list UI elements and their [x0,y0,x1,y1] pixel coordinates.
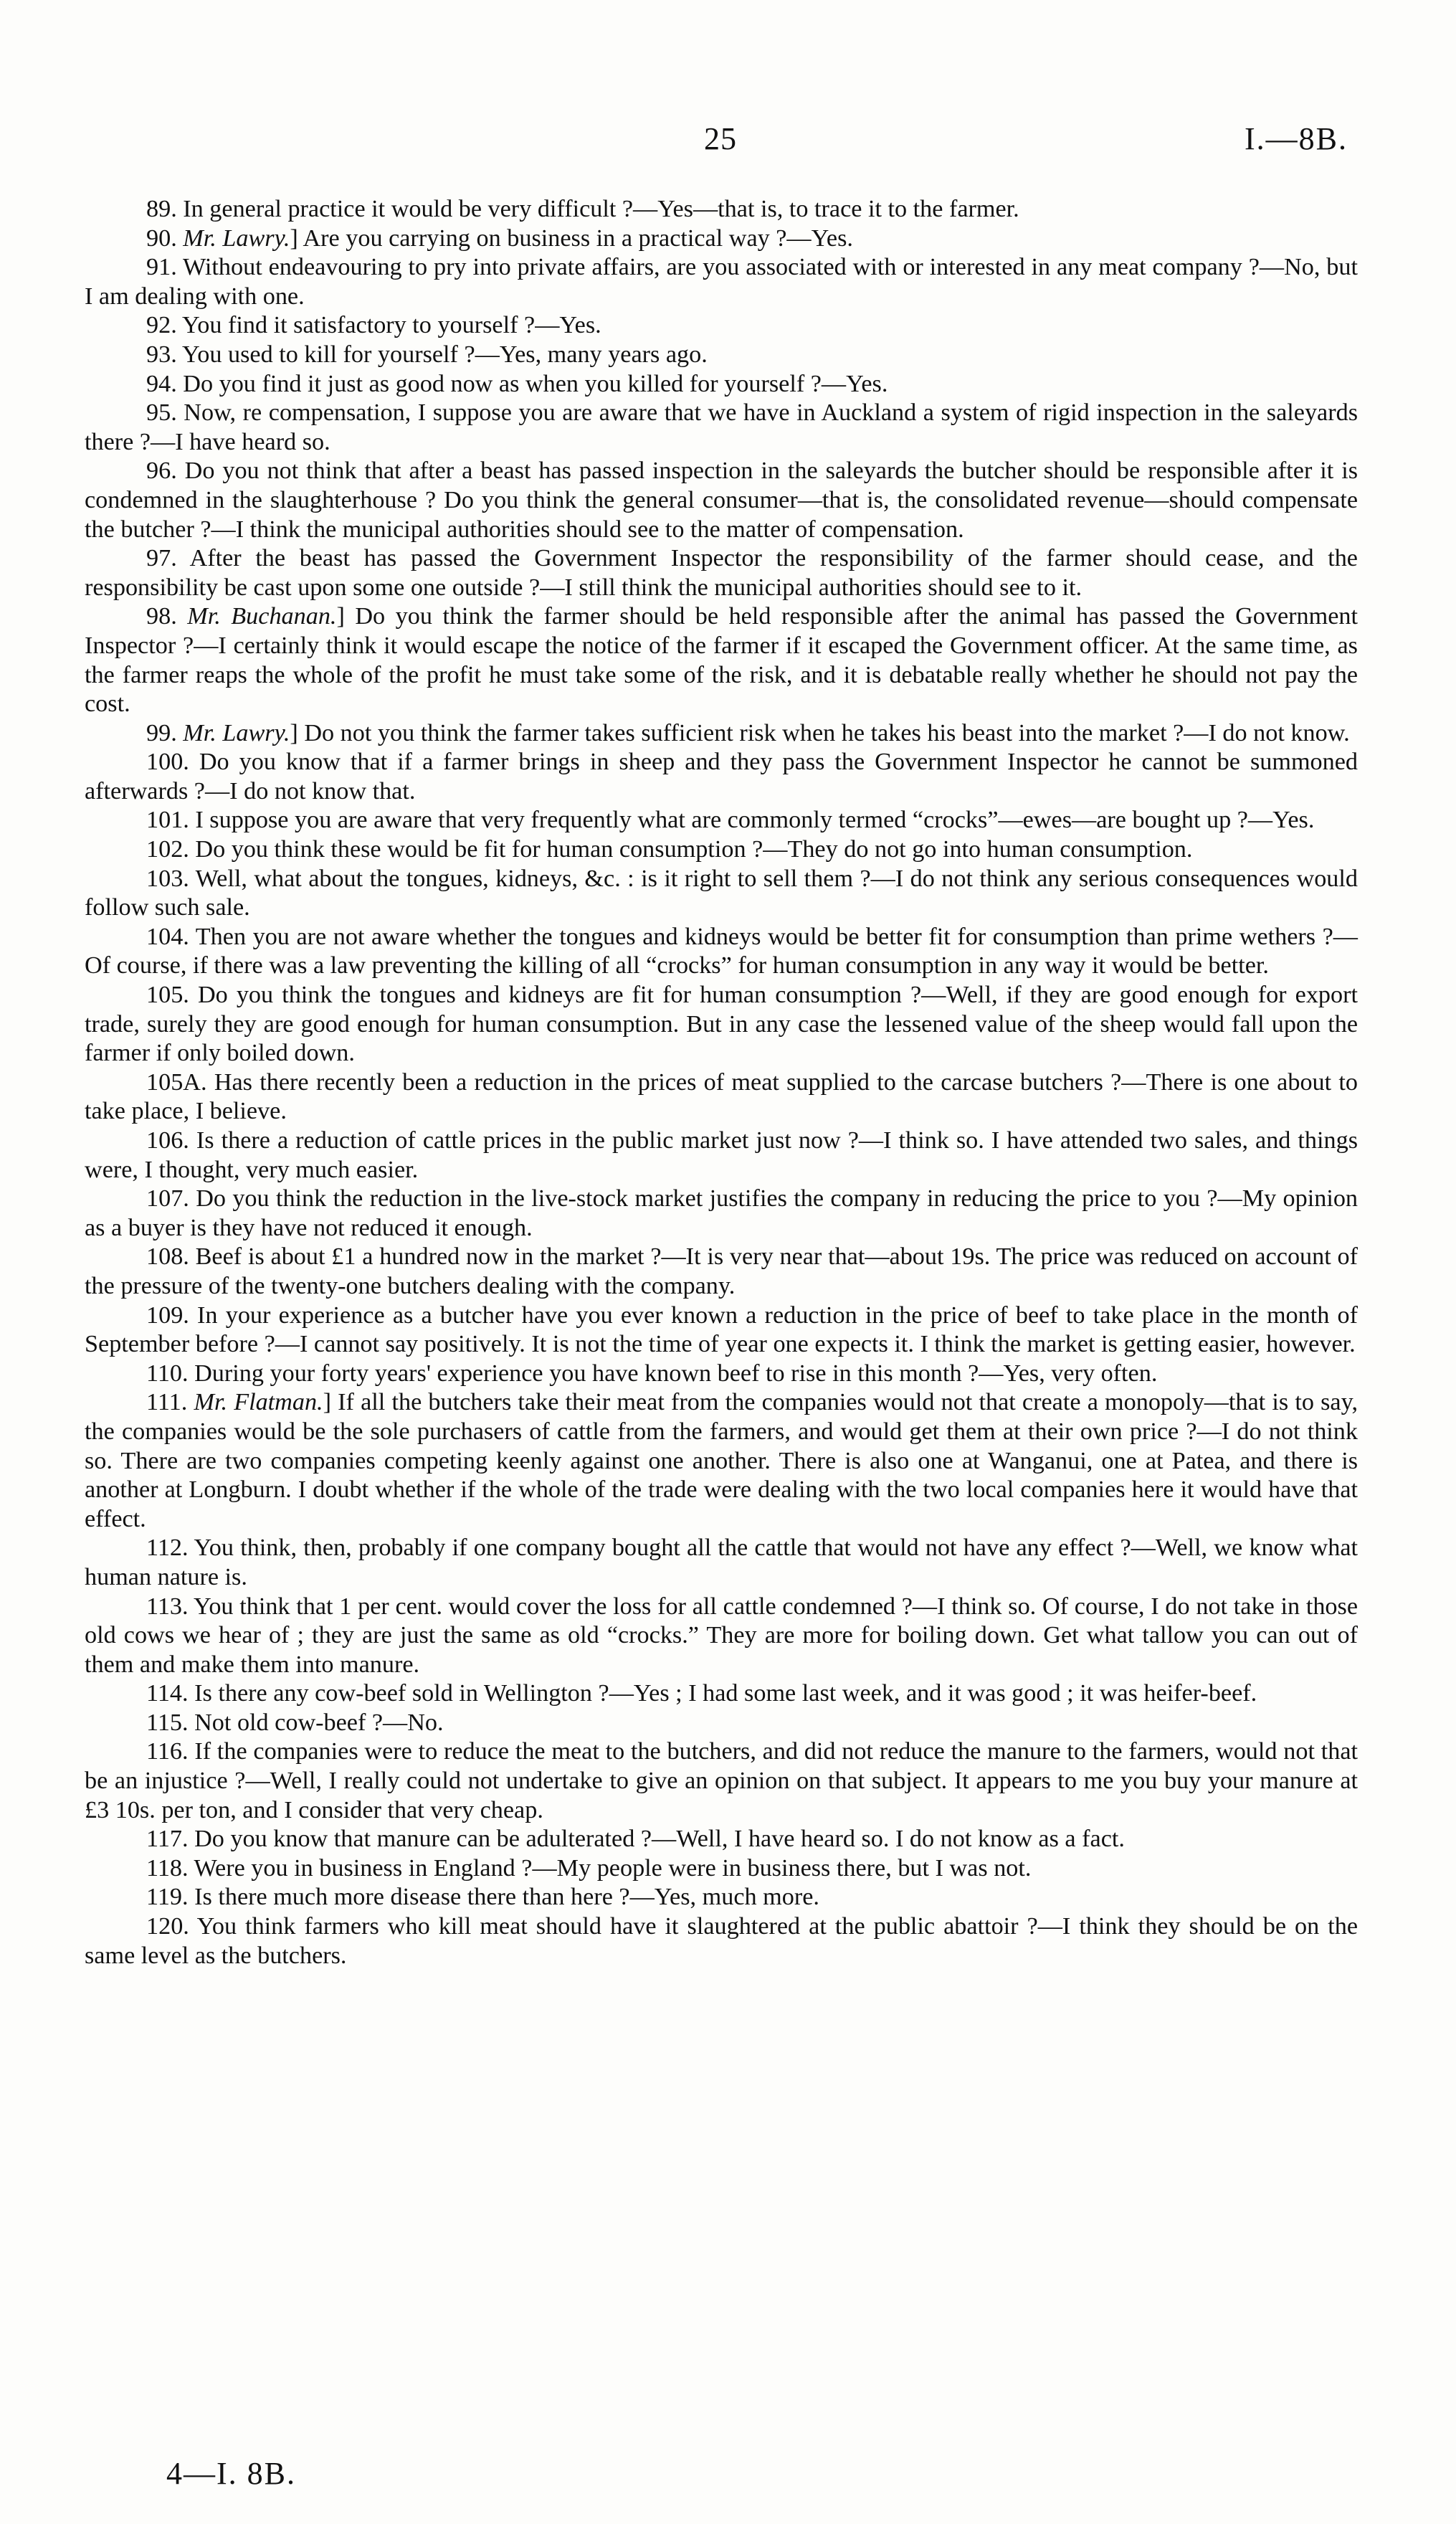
evidence-paragraph [85,1737,1358,1825]
question-answer-text: Do you think the reduction in the live-stock market justifies the company in reducing the price to you ?—My opinion as a buyer is they have not reduced it enough. [85,1185,1359,1241]
question-answer-text: Then you are not aware whether the tongues and kidneys would be better fit for consumption than prime wethers ?—Of course, if there was a law preventing the killing of all “crocks” for human consumption in any way it would be better. [85,923,1358,979]
question-answer-text: Were you in business in England ?—My people were in business there, but I was not. [194,1854,1032,1882]
question-answer-text: Well, what about the tongues, kidneys, &c. : is it right to sell them ?—I do not think any serious consequences would follow such sale. [85,865,1358,921]
question-number: 98. [146,603,177,630]
question-answer-text: Is there much more disease there than here ?—Yes, much more. [194,1884,819,1911]
question-number: 102. [146,836,189,863]
question-answer-text: You used to kill for yourself ?—Yes, many years ago. [182,341,708,368]
question-number: 110. [146,1360,189,1387]
evidence-paragraph [85,1709,1358,1738]
evidence-paragraph [85,602,1358,718]
question-answer-text: Do you think the tongues and kidneys are fit for human consumption ?—Well, if they are good enough for export trade, surely they are good enough for human consumption. But in any case the lessened value of the sheep would fall upon the farmer if only boiled down. [85,982,1358,1067]
question-answer-text: Is there a reduction of cattle prices in the public market just now ?—I think so. I have attended two sales, and things were, I thought, very much easier. [85,1127,1359,1183]
question-answer-text: Not old cow-beef ?—No. [194,1709,444,1736]
evidence-paragraph [85,1126,1358,1185]
question-answer-text: Beef is about £1 a hundred now in the market ?—It is very near that—about 19s. The price was reduced on account of the pressure of the twenty-one butchers dealing with the company. [85,1243,1358,1299]
evidence-paragraph [85,1360,1358,1389]
evidence-paragraph [85,1593,1358,1680]
question-answer-text: I suppose you are aware that very frequently what are commonly termed “crocks”—ewes—are bought up ?—Yes. [195,807,1315,834]
evidence-paragraph [85,195,1358,224]
question-number: 89. [146,196,177,222]
question-number: 97. [146,545,177,572]
question-number: 100. [146,749,189,776]
evidence-paragraph [85,923,1358,981]
question-answer-text: In your experience as a butcher have you ever known a reduction in the price of beef to take place in the month of September before ?—I cannot say positively. It is not the time of year one expects it. I think the market is getting easier, however. [85,1301,1358,1358]
question-answer-text: In general practice it would be very difficult ?—Yes—that is, to trace it to the farmer. [183,196,1019,222]
evidence-paragraph [85,399,1358,457]
question-answer-text: You think, then, probably if one company bought all the cattle that would not have any effect ?—Well, we know what human nature is. [85,1534,1358,1590]
evidence-paragraph [85,1243,1358,1301]
question-number: 117. [146,1826,189,1853]
question-number: 93. [146,341,177,368]
evidence-paragraph [85,719,1358,749]
evidence-paragraph [85,253,1358,311]
speaker-name: Mr. Buchanan. [187,603,337,630]
evidence-paragraph [85,748,1358,806]
question-answer-text: Do you not think that after a beast has passed inspection in the saleyards the butcher should be responsible after it is condemned in the slaughterhouse ? Do you think the general consumer—that is, the consolidated revenue—should compensate the butcher ?—I think the municipal authorities should see to the matter of compensation. [85,457,1358,543]
question-number: 103. [146,865,189,892]
question-number: 108. [146,1243,189,1271]
question-number: 107. [146,1185,189,1213]
evidence-paragraph [85,1825,1358,1854]
question-answer-text: Is there any cow-beef sold in Wellington ?—Yes ; I had some last week, and it was good ; it was heifer-beef. [194,1680,1257,1707]
evidence-paragraph [85,341,1358,370]
question-number: 109. [146,1301,189,1329]
question-number: 96. [146,457,177,485]
document-reference: I.—8B. [1245,121,1348,156]
evidence-paragraph [85,370,1358,399]
page-number: 25 [704,121,737,156]
question-number: 120. [146,1913,189,1940]
evidence-paragraph [85,1883,1358,1912]
question-number: 99. [146,719,177,746]
question-number: 92. [146,312,177,339]
question-answer-text: ] Do not you think the farmer takes sufficient risk when he takes his beast into the market ?—I do not know. [290,719,1350,746]
question-number: 118. [146,1854,189,1882]
question-answer-text: Without endeavouring to pry into private affairs, are you associated with or interested in any meat company ?—No, but I am dealing with one. [85,254,1358,310]
evidence-paragraph [85,981,1358,1068]
evidence-paragraph [85,835,1358,865]
question-number: 105A. [146,1068,207,1096]
question-answer-text: Do you know that if a farmer brings in sheep and they pass the Government Inspector he cannot be summoned afterwards ?—I do not know that. [85,749,1358,805]
question-answer-text: After the beast has passed the Government Inspector the responsibility of the farmer should cease, and the responsibility be cast upon some one outside ?—I still think the municipal authorities should see to it. [85,545,1358,601]
evidence-paragraph [85,1854,1358,1884]
question-number: 119. [146,1884,189,1911]
question-number: 91. [146,254,177,281]
question-number: 105. [146,982,189,1009]
evidence-paragraph [85,457,1358,544]
question-number: 115. [146,1709,189,1736]
evidence-paragraph [85,1068,1358,1126]
question-answer-text: Now, re compensation, I suppose you are aware that we have in Auckland a system of rigid inspection in the saleyards there ?—I have heard so. [85,399,1358,455]
evidence-paragraph [85,1388,1358,1534]
speaker-name: Mr. Flatman. [194,1389,323,1416]
question-number: 106. [146,1127,189,1154]
page-header [0,120,1456,163]
question-answer-text: You think that 1 per cent. would cover the loss for all cattle condemned ?—I think so. Of course, I do not take in those old cows we hear of ; they are just the same as old “crocks.” They are more for boiling down. Get what tallow you can out of them and make them into manure. [85,1593,1358,1678]
question-number: 116. [146,1738,189,1765]
question-number: 101. [146,807,189,834]
evidence-paragraph [85,1301,1358,1360]
evidence-paragraph [85,806,1358,835]
speaker-name: Mr. Lawry. [183,224,290,252]
question-answer-text: Do you find it just as good now as when you killed for yourself ?—Yes. [183,370,888,397]
evidence-paragraph [85,311,1358,341]
evidence-paragraph [85,865,1358,923]
evidence-paragraph [85,1534,1358,1592]
question-number: 95. [146,399,177,427]
question-answer-text: You find it satisfactory to yourself ?—Yes. [182,312,601,339]
printer-signature: 4—I. 8B. [166,2456,296,2491]
question-answer-text: ] Do you think the farmer should be held responsible after the animal has passed the Government Inspector ?—I certainly think it would escape the notice of the farmer if it escaped the Government officer. At the same time, as the farmer reaps the whole of the profit he must take some of the risk, and it is debatable really whether he should not pay the cost. [85,603,1358,718]
question-answer-text: ] If all the butchers take their meat from the companies would not that create a monopoly—that is to say, the companies would be the sole purchasers of cattle from the farmers, and would get them at their own price ?—I do not think so. There are two companies competing keenly against one another. There is also one at Wanganui, one at Patea, and there is another at Longburn. I doubt whether if the whole of the trade were dealing with the two local companies here it would have that effect. [85,1389,1358,1532]
evidence-paragraph [85,544,1358,602]
speaker-name: Mr. Lawry. [183,719,290,746]
evidence-paragraph [85,1912,1358,1970]
question-answer-text: If the companies were to reduce the meat to the butchers, and did not reduce the manure to the farmers, would not that be an injustice ?—Well, I really could not undertake to give an opinion on that subject. It appears to me you buy your manure at £3 10s. per ton, and I consider that very cheap. [85,1738,1358,1823]
minutes-of-evidence [85,195,1358,1970]
question-answer-text: ] Are you carrying on business in a practical way ?—Yes. [290,224,853,252]
question-number: 111. [146,1389,188,1416]
question-number: 94. [146,370,177,397]
question-number: 112. [146,1534,189,1562]
question-answer-text: You think farmers who kill meat should have it slaughtered at the public abattoir ?—I think they should be on the same level as the butchers. [85,1913,1359,1969]
evidence-paragraph [85,1185,1358,1243]
question-answer-text: Has there recently been a reduction in the prices of meat supplied to the carcase butchers ?—There is one about to take place, I believe. [85,1068,1359,1125]
question-number: 104. [146,923,189,950]
evidence-paragraph [85,1679,1358,1709]
question-answer-text: Do you think these would be fit for human consumption ?—They do not go into human consumption. [195,836,1193,863]
question-number: 113. [146,1593,189,1620]
evidence-paragraph [85,224,1358,254]
question-answer-text: During your forty years' experience you have known beef to rise in this month ?—Yes, very often. [194,1360,1158,1387]
question-number: 114. [146,1680,189,1707]
question-answer-text: Do you know that manure can be adulterated ?—Well, I have heard so. I do not know as a fact. [194,1826,1125,1853]
question-number: 90. [146,224,177,252]
